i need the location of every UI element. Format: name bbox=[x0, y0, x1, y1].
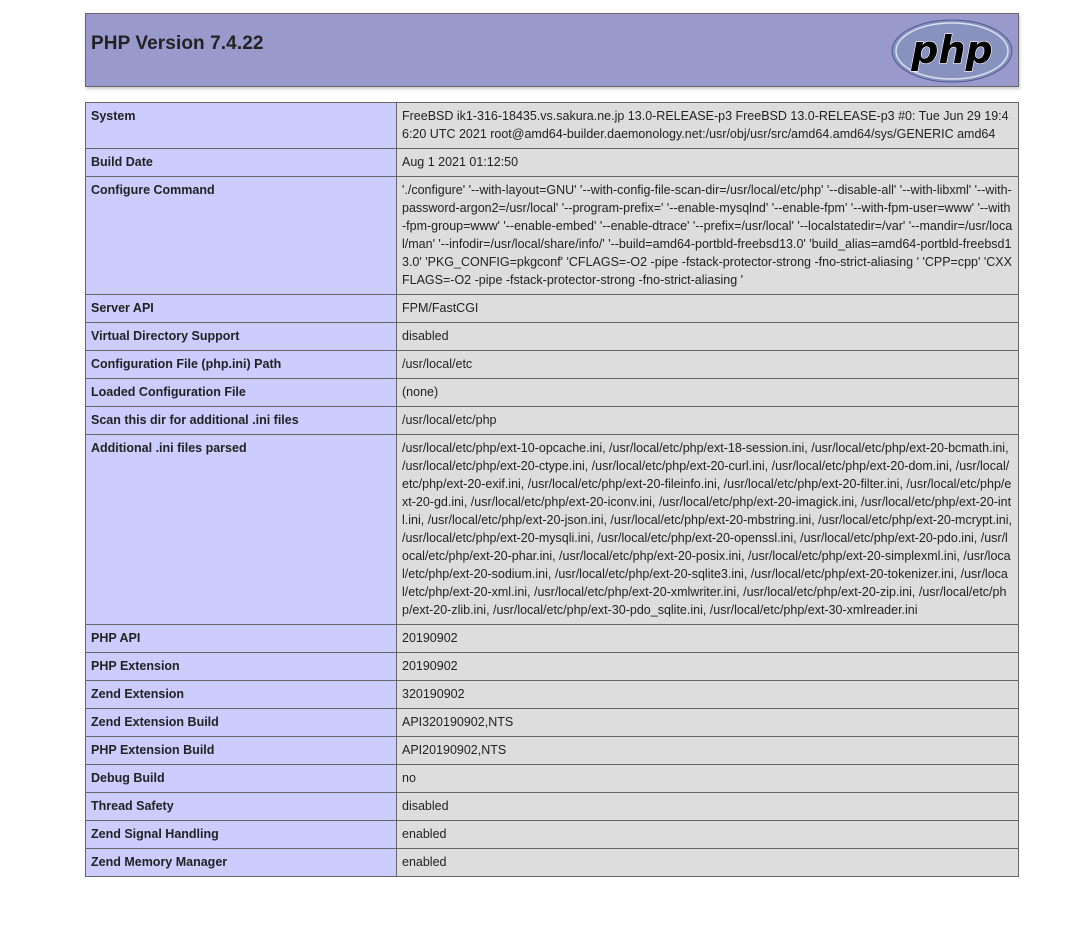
row-value: /usr/local/etc bbox=[397, 351, 1019, 379]
row-label: Configuration File (php.ini) Path bbox=[86, 351, 397, 379]
page-title: PHP Version 7.4.22 bbox=[91, 33, 264, 54]
row-label: Zend Signal Handling bbox=[86, 821, 397, 849]
table-row bbox=[86, 295, 1019, 323]
row-label: Configure Command bbox=[86, 177, 397, 295]
phpinfo-page bbox=[85, 13, 1019, 869]
table-row bbox=[86, 103, 1019, 149]
version-header bbox=[85, 13, 1019, 87]
table-row bbox=[86, 681, 1019, 709]
table-row bbox=[86, 737, 1019, 765]
row-label: Zend Extension Build bbox=[86, 709, 397, 737]
row-value: no bbox=[397, 765, 1019, 793]
table-row bbox=[86, 653, 1019, 681]
table-row bbox=[86, 765, 1019, 793]
php-logo-text: php bbox=[911, 28, 993, 72]
row-label: PHP Extension bbox=[86, 653, 397, 681]
row-value: './configure' '--with-layout=GNU' '--with-config-file-scan-dir=/usr/local/etc/php' '--disable-all' '--with-libxml' '--with-password-argon2=/usr/local' '--program-prefix=' '--enable-mysqlnd' '--enable-fpm' '--with-fpm-user=www' '--with-fpm-group=www' '--enable-embed' '--enable-dtrace' '--prefix=/usr/local' '--localstatedir=/var' '--mandir=/usr/local/man' '--infodir=/usr/local/share/info/' '--build=amd64-portbld-freebsd13.0' 'build_alias=amd64-portbld-freebsd13.0' 'PKG_CONFIG=pkgconf' 'CFLAGS=-O2 -pipe -fstack-protector-strong -fno-strict-aliasing ' 'CPP=cpp' 'CXXFLAGS=-O2 -pipe -fstack-protector-strong -fno-strict-aliasing ' bbox=[397, 177, 1019, 295]
row-label: Zend Extension bbox=[86, 681, 397, 709]
row-value: /usr/local/etc/php/ext-10-opcache.ini, /usr/local/etc/php/ext-18-session.ini, /usr/local/etc/php/ext-20-bcmath.ini, /usr/local/etc/php/ext-20-ctype.ini, /usr/local/etc/php/ext-20-curl.ini, /usr/local/etc/php/ext-20-dom.ini, /usr/local/etc/php/ext-20-exif.ini, /usr/local/etc/php/ext-20-fileinfo.ini, /usr/local/etc/php/ext-20-filter.ini, /usr/local/etc/php/ext-20-gd.ini, /usr/local/etc/php/ext-20-iconv.ini, /usr/local/etc/php/ext-20-imagick.ini, /usr/local/etc/php/ext-20-intl.ini, /usr/local/etc/php/ext-20-json.ini, /usr/local/etc/php/ext-20-mbstring.ini, /usr/local/etc/php/ext-20-mcrypt.ini, /usr/local/etc/php/ext-20-mysqli.ini, /usr/local/etc/php/ext-20-openssl.ini, /usr/local/etc/php/ext-20-pdo.ini, /usr/local/etc/php/ext-20-phar.ini, /usr/local/etc/php/ext-20-posix.ini, /usr/local/etc/php/ext-20-simplexml.ini, /usr/local/etc/php/ext-20-sodium.ini, /usr/local/etc/php/ext-20-sqlite3.ini, /usr/local/etc/php/ext-20-tokenizer.ini, /usr/local/etc/php/ext-20-xml.ini, /usr/local/etc/php/ext-20-xmlwriter.ini, /usr/local/etc/php/ext-20-zip.ini, /usr/local/etc/php/ext-20-zlib.ini, /usr/local/etc/php/ext-30-pdo_sqlite.ini, /usr/local/etc/php/ext-30-xmlreader.ini bbox=[397, 435, 1019, 625]
table-row bbox=[86, 323, 1019, 351]
row-label: Loaded Configuration File bbox=[86, 379, 397, 407]
row-label: Build Date bbox=[86, 149, 397, 177]
row-value: 20190902 bbox=[397, 625, 1019, 653]
table-row bbox=[86, 149, 1019, 177]
table-row bbox=[86, 709, 1019, 737]
table-row bbox=[86, 351, 1019, 379]
table-row bbox=[86, 177, 1019, 295]
row-label: Zend Memory Manager bbox=[86, 849, 397, 877]
row-value: (none) bbox=[397, 379, 1019, 407]
row-label: PHP API bbox=[86, 625, 397, 653]
row-value: disabled bbox=[397, 793, 1019, 821]
row-value: Aug 1 2021 01:12:50 bbox=[397, 149, 1019, 177]
table-row bbox=[86, 625, 1019, 653]
php-logo[interactable] bbox=[891, 19, 1013, 83]
table-row bbox=[86, 821, 1019, 849]
row-label: Debug Build bbox=[86, 765, 397, 793]
row-label: Scan this dir for additional .ini files bbox=[86, 407, 397, 435]
row-value: enabled bbox=[397, 849, 1019, 877]
table-row bbox=[86, 379, 1019, 407]
row-value: enabled bbox=[397, 821, 1019, 849]
row-label: Virtual Directory Support bbox=[86, 323, 397, 351]
info-table bbox=[85, 102, 1019, 877]
row-value: 20190902 bbox=[397, 653, 1019, 681]
row-label: Server API bbox=[86, 295, 397, 323]
table-row bbox=[86, 793, 1019, 821]
row-value: 320190902 bbox=[397, 681, 1019, 709]
table-row bbox=[86, 849, 1019, 877]
row-label: Thread Safety bbox=[86, 793, 397, 821]
row-value: API20190902,NTS bbox=[397, 737, 1019, 765]
row-value: FreeBSD ik1-316-18435.vs.sakura.ne.jp 13.0-RELEASE-p3 FreeBSD 13.0-RELEASE-p3 #0: Tue Jun 29 19:46:20 UTC 2021 root@amd64-builder.daemonology.net:/usr/obj/usr/src/amd64.amd64/sys/GENERIC amd64 bbox=[397, 103, 1019, 149]
row-value: /usr/local/etc/php bbox=[397, 407, 1019, 435]
table-row bbox=[86, 407, 1019, 435]
row-value: API320190902,NTS bbox=[397, 709, 1019, 737]
table-row bbox=[86, 435, 1019, 625]
row-label: System bbox=[86, 103, 397, 149]
row-label: Additional .ini files parsed bbox=[86, 435, 397, 625]
row-value: disabled bbox=[397, 323, 1019, 351]
row-value: FPM/FastCGI bbox=[397, 295, 1019, 323]
row-label: PHP Extension Build bbox=[86, 737, 397, 765]
